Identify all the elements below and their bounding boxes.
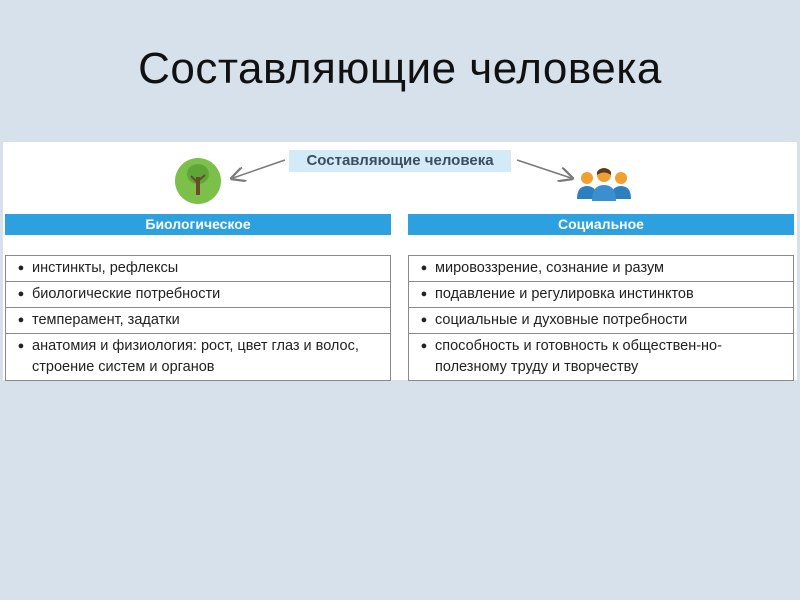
social-list bbox=[408, 255, 794, 381]
bullet-icon: ● bbox=[17, 288, 25, 300]
list-item: ● анатомия и физиология: рост, цвет глаз и волос, строение систем и органов bbox=[6, 334, 390, 380]
arrow-right bbox=[517, 160, 571, 178]
arrow-left bbox=[233, 160, 285, 178]
center-title: Составляющие человека bbox=[289, 150, 511, 172]
list-item: ● способность и готовность к обществен-но-полезному труду и творчеству bbox=[409, 334, 793, 380]
biological-header: Биологическое bbox=[5, 214, 391, 235]
bullet-icon: ● bbox=[420, 340, 428, 352]
list-item: ● социальные и духовные потребности bbox=[409, 308, 793, 334]
list-item: ● биологические потребности bbox=[6, 282, 390, 308]
social-header: Социальное bbox=[408, 214, 794, 235]
bullet-icon: ● bbox=[17, 340, 25, 352]
bullet-icon: ● bbox=[420, 288, 428, 300]
tree-icon bbox=[174, 157, 222, 205]
slide-title: Составляющие человека bbox=[138, 44, 662, 93]
list-item: ● темперамент, задатки bbox=[6, 308, 390, 334]
bullet-icon: ● bbox=[17, 314, 25, 326]
biological-list bbox=[5, 255, 391, 381]
bullet-icon: ● bbox=[420, 262, 428, 274]
bullet-icon: ● bbox=[420, 314, 428, 326]
list-item: ● мировоззрение, сознание и разум bbox=[409, 256, 793, 282]
list-item: ● инстинкты, рефлексы bbox=[6, 256, 390, 282]
list-item: ● подавление и регулировка инстинктов bbox=[409, 282, 793, 308]
bullet-icon: ● bbox=[17, 262, 25, 274]
people-icon bbox=[576, 167, 632, 201]
diagram-panel bbox=[3, 142, 797, 380]
